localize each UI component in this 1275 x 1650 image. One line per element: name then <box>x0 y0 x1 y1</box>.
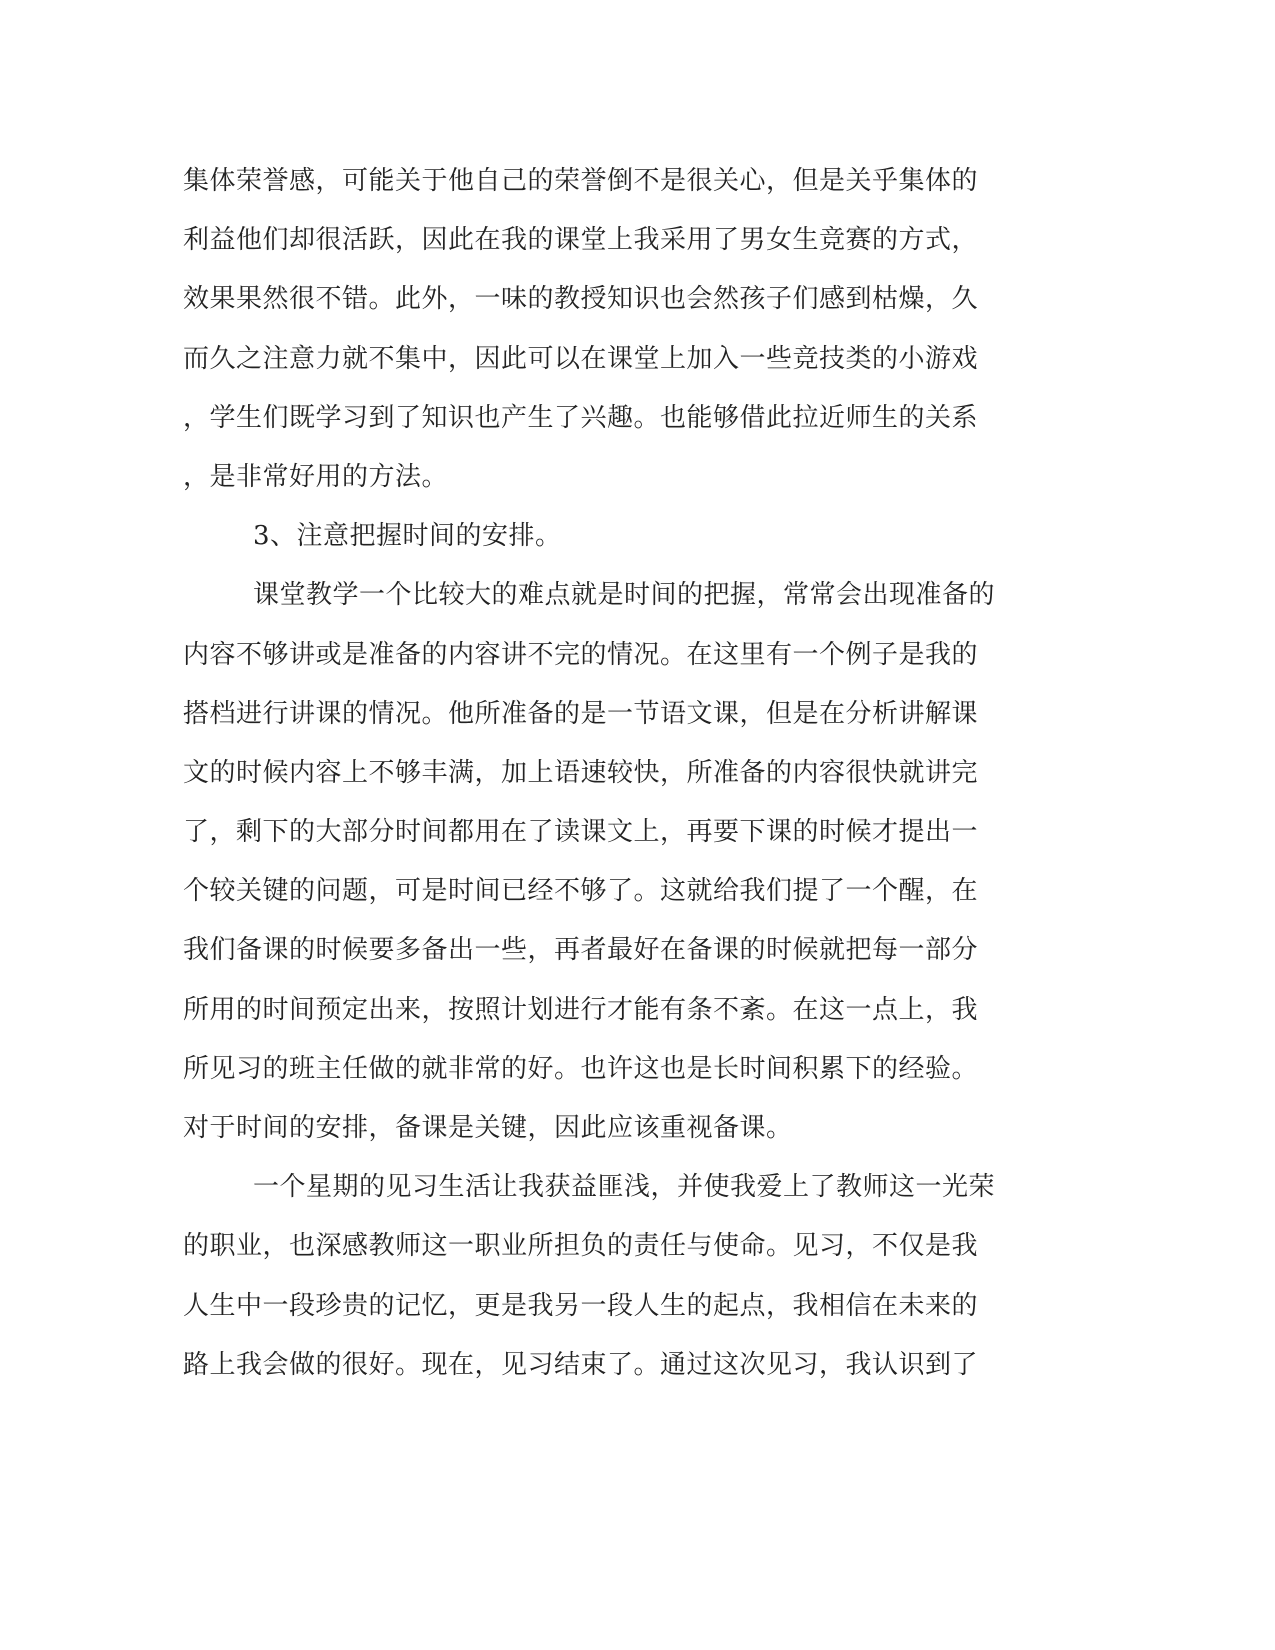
text-line: 而久之注意力就不集中，因此可以在课堂上加入一些竞技类的小游戏 <box>183 343 979 374</box>
text-line: 3、注意把握时间的安排。 <box>253 521 562 552</box>
text-line: 个较关键的问题，可是时间已经不够了。这就给我们提了一个醒，在 <box>183 876 979 907</box>
text-line: 利益他们却很活跃，因此在我的课堂上我采用了男女生竞赛的方式， <box>183 225 979 256</box>
text-line: 搭档进行讲课的情况。他所准备的是一节语文课，但是在分析讲解课 <box>183 698 979 729</box>
text-line: 了，剩下的大部分时间都用在了读课文上，再要下课的时候才提出一 <box>183 817 979 848</box>
text-line: 效果果然很不错。此外，一味的教授知识也会然孩子们感到枯燥，久 <box>183 284 979 315</box>
text-line: 我们备课的时候要多备出一些，再者最好在备课的时候就把每一部分 <box>183 935 979 966</box>
text-line: 内容不够讲或是准备的内容讲不完的情况。在这里有一个例子是我的 <box>183 639 979 670</box>
text-line: 集体荣誉感，可能关于他自己的荣誉倒不是很关心，但是关乎集体的 <box>183 166 979 196</box>
text-line: 人生中一段珍贵的记忆，更是我另一段人生的起点，我相信在未来的 <box>183 1290 979 1321</box>
text-line: 对于时间的安排，备课是关键，因此应该重视备课。 <box>183 1113 793 1143</box>
text-line: 文的时候内容上不够丰满，加上语速较快，所准备的内容很快就讲完 <box>183 757 979 788</box>
text-line: 一个星期的见习生活让我获益匪浅，并使我爱上了教师这一光荣 <box>253 1172 996 1203</box>
text-line: 路上我会做的很好。现在，见习结束了。通过这次见习，我认识到了 <box>183 1349 979 1380</box>
document-body <box>183 158 1063 1401</box>
text-line: 的职业，也深感教师这一职业所担负的责任与使命。见习，不仅是我 <box>183 1231 979 1262</box>
text-line: ，学生们既学习到了知识也产生了兴趣。也能够借此拉近师生的关系 <box>183 402 979 433</box>
text-line: 所用的时间预定出来，按照计划进行才能有条不紊。在这一点上，我 <box>183 994 979 1025</box>
text-line: 课堂教学一个比较大的难点就是时间的把握，常常会出现准备的 <box>253 580 996 611</box>
text-line: 所见习的班主任做的就非常的好。也许这也是长时间积累下的经验。 <box>183 1053 979 1084</box>
text-line: ，是非常好用的方法。 <box>183 461 449 492</box>
